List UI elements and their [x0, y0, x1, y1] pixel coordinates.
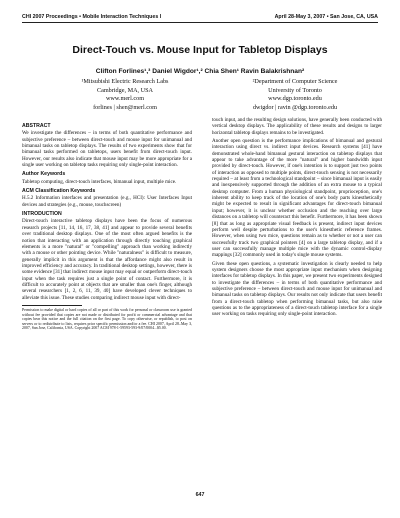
- affiliation-line: www.merl.com: [105, 95, 145, 102]
- author-list: Clifton Forlines¹,³ Daniel Wigdor¹,² Chia Shen¹ Ravin Balakrishnan²: [95, 68, 305, 75]
- left-column: [22, 120, 192, 331]
- affiliation-line: dwigdor | ravin @dgp.toronto.edu: [252, 103, 338, 111]
- keywords-heading: Author Keywords: [22, 171, 66, 178]
- affiliation-line: University of Toronto: [268, 86, 322, 94]
- running-header: [22, 14, 378, 20]
- paragraph: touch input, and the resulting design solutions, have generally been conducted with vertical desktop displays. The applicability of these results and designs to larger horizontal tabletop displays remains to be investigated.: [212, 117, 382, 136]
- classification-text: H.5.2 Information interfaces and presentation (e.g., HCI): User Interfaces Input devices and strategies (e.g., mouse, touchscreen): [22, 195, 192, 208]
- affiliation-line: ²Department of Computer Science: [252, 78, 338, 85]
- right-column: [212, 117, 382, 320]
- abstract-heading: ABSTRACT: [22, 123, 51, 129]
- header-rule: [22, 22, 378, 23]
- affiliation-line: ¹Mitsubishi Electric Research Labs: [81, 78, 169, 85]
- paragraph: Given these open questions, a systematic investigation is clearly needed to help system designers choose the most appropriate input mechanism when designing interfaces for tabletop displays. In this paper, we present two experiments designed to investigate the differences – in terms of both quantitative performance and subjective preference – between direct-touch and mouse input for unimanual and bimanual tasks on tabletop displays. Our results not only indicate that users benefit from a direct-touch tabletop when performing bimanual tasks, but also raise questions as to the appropriateness of a direct-touch tabletop interface for a single user working on tasks requiring only single-point interaction.: [212, 260, 382, 318]
- footnote-rule: [22, 305, 82, 306]
- affiliation-line: www.dgp.toronto.edu: [268, 95, 322, 102]
- paragraph: Another open question is the performance implications of bimanual and gestural interaction using direct vs. indirect input devices. Research systems [41] have demonstrated whole-hand bimanual gestural interaction on tabletop displays that appear to take advantage of the more "natural" and higher bandwidth input provided by direct-touch. However, if one's intention is to support just two points of interaction as opposed to multiple points, direct-touch sensing is not necessarily required – at least from a technological standpoint – since bimanual input is easily and inexpensively supported through the addition of an extra mouse to a typical desktop computer. From a human physiological standpoint, proprioception, one's inherent ability to keep track of the location of one's body parts kinesthetically might be expected to result in significant advantages for direct-touch bimanual input; however, it is unclear whether occlusion and the reaching over large distances on a tabletop will counteract this benefit. Furthermore, it has been shown [8] that as long as appropriate visual feedback is present, indirect input devices perform well despite perturbations to the user's kinesthetic reference frames. However, when using two mice, questions remain as to whether or not a user can successfully track two graphical pointers [4] on a large tabletop display, and if a user can successfully manage multiple mice with the dynamic control-display mappings [32] commonly used in today's single mouse systems.: [212, 138, 382, 259]
- affiliation-toronto: [195, 78, 395, 112]
- introduction-text: Direct-touch interactive tabletop displays have been the focus of numerous research projects [11, 14, 16, 17, 38, 41] and appear to provide several benefits over traditional desktop displays. One of the most often argued benefits is the notion that interacting with an application through directly touching graphical elements is a more "natural" or "compelling" approach than working indirectly with a mouse or other pointing device. While "naturalness" is difficult to measure, generally implicit in this argument is that the affordance might also result in improved efficiency and accuracy. In traditional desktop settings, however, there is some evidence [31] that indirect mouse input may equal or outperform direct-touch input when the task requires just a single point of contact. Furthermore, it is difficult to accurately point at objects that are smaller than one's finger, although several researchers [1, 2, 6, 11, 39, 40] have developed clever techniques to alleviate this issue. These studies comparing indirect mouse input with direct-: [22, 218, 192, 301]
- header-right: April 28-May 3, 2007 • San Jose, CA, USA: [274, 14, 378, 20]
- classification-heading: ACM Classification Keywords: [22, 188, 96, 195]
- paper-title: Direct-Touch vs. Mouse Input for Tabletop Displays: [72, 44, 328, 56]
- introduction-heading: INTRODUCTION: [22, 211, 62, 218]
- header-left: CHI 2007 Proceedings • Mobile Interaction Techniques I: [22, 14, 162, 20]
- keywords-text: Tabletop computing, direct-touch interfaces, bimanual input, multiple mice.: [22, 178, 177, 185]
- abstract-text: We investigate the differences – in terms of both quantitative performance and subjective preference – between direct-touch and mouse input for unimanual and bimanual tasks on tabletop displays. The results of two experiments show that for bimanual tasks performed on tabletops, users benefit from direct-touch input. However, our results also indicate that mouse input may be more appropriate for a single user working on tabletop tasks requiring only single-point interaction.: [22, 130, 192, 169]
- affiliation-line: Cambridge, MA, USA: [96, 86, 154, 94]
- copyright-footnote: Permission to make digital or hard copies of all or part of this work for personal or classroom use is granted without fee provided that copies are not made or distributed for profit or commercial advantage and that copies bear this notice and the full citation on the first page. To copy otherwise, or republish, to post on servers or to redistribute to lists, requires prior specific permission and/or a fee. CHI 2007, April 28–May 3, 2007, San Jose, California, USA. Copyright 2007 ACM 978-1-59593-593-9/07/0004...$5.00.: [22, 307, 192, 331]
- page-number: 647: [195, 492, 205, 498]
- affiliation-line: forlines | shen@merl.com: [93, 103, 157, 111]
